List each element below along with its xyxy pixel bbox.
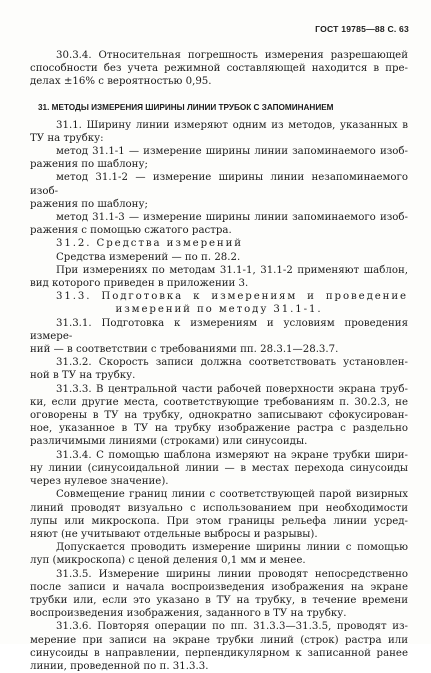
text-line: 31.1. Ширину линии измеряют одним из методов, указанных в <box>56 119 408 131</box>
text-line: делах ±16% с вероятностью 0,95. <box>30 76 212 88</box>
text-line: ражения по шаблону; <box>30 159 148 171</box>
text-line: лупы или микроскопа. При этом границы рельефа линии усред- <box>30 515 408 527</box>
text-line: ки, если другие места, соответствующие требованиям п. 30.2.3, не <box>30 396 408 408</box>
text-line: ное, указанное в ТУ на трубку изображение растра с раздельно <box>30 423 408 435</box>
running-header: ГОСТ 19785—88 С. 63 <box>315 24 409 34</box>
text-line: способности без учета режимной составляющей находится в пре- <box>30 63 408 75</box>
text-line: линии, проведенной по п. 31.3.3. <box>30 660 209 672</box>
text-line: трубки или, если это указано в ТУ на трубку, в течение времени <box>30 594 408 606</box>
subsection-title: 31.2. Средства измерений <box>56 238 243 250</box>
text-line: линий проводят визуально с использованием при необходимости <box>30 502 408 514</box>
text-line: ний — в соответствии с требованиями пп. 28.3.1—28.3.7. <box>30 344 339 356</box>
text-line: вид которого приведен в приложении 3. <box>30 278 249 290</box>
text-line: Средства измерений — по п. 28.2. <box>56 251 241 263</box>
text-line: луп (микроскопа) с ценой деления 0,1 мм и менее. <box>30 555 306 567</box>
text-line: воспроизведения изображения, заданного в ТУ на трубку. <box>30 608 347 620</box>
text-line: оговорены в ТУ на трубку, однократно записывают сфокусирован- <box>30 410 408 422</box>
text-line: ТУ на трубку: <box>30 132 104 144</box>
text-line: через нулевое значение). <box>30 476 169 488</box>
document-body <box>30 49 408 673</box>
text-line: ражения с помощью сжатого растра. <box>30 225 232 237</box>
text-line: метод 31.1-2 — измерение ширины линии незапоминаемого изоб- <box>30 172 408 197</box>
text-line: Допускается проводить измерение ширины линии с помощью <box>56 542 408 554</box>
text-line: ну линии (синусоидальной линии — в местах перехода синусоиды <box>30 462 408 474</box>
text-line: 30.3.4. Относительная погрешность измерения разрешающей <box>56 50 408 61</box>
text-line: 31.3.5. Измерение ширины линии проводят непосредственно <box>56 568 408 580</box>
text-line: няют (не учитывают отдельные выбросы и разрывы). <box>30 528 318 540</box>
text-line: мерение при записи на экране трубки линий (строк) растра или <box>30 634 408 646</box>
text-line: При измерениях по методам 31.1-1, 31.1-2 применяют шаблон, <box>56 264 408 276</box>
text-line: ной в ТУ на трубку. <box>30 370 136 382</box>
subsection-title: 31.3. Подготовка к измерениям и проведение <box>56 291 408 303</box>
section-heading: 31. МЕТОДЫ ИЗМЕРЕНИЯ ШИРИНЫ ЛИНИИ ТРУБОК С ЗАПОМИНАНИЕМ <box>38 102 334 112</box>
subsection-title: измерений по методу 31.1-1. <box>115 304 323 316</box>
text-line: различимыми линиями (строками) или синусоиды. <box>30 436 308 448</box>
text-line: метод 31.1-1 — измерение ширины линии запоминаемого изоб- <box>56 146 408 158</box>
text-line: ражения по шаблону; <box>30 198 148 210</box>
text-line: Совмещение границ линии с соответствующей парой визирных <box>56 489 408 501</box>
text-line: 31.3.3. В центральной части рабочей поверхности экрана труб- <box>56 383 408 395</box>
text-line: после записи и начала воспроизведения изображения на экране <box>30 581 408 593</box>
text-line: 31.3.2. Скорость записи должна соответствовать установлен- <box>56 357 408 369</box>
text-line: 31.3.6. Повторяя операции по пп. 31.3.3—31.3.5, проводят из- <box>56 621 408 633</box>
text-line: метод 31.1-3 — измерение ширины линии запоминаемого изоб- <box>56 212 408 224</box>
text-line: 31.3.4. С помощью шаблона измеряют на экране трубки шири- <box>56 449 408 461</box>
text-line: 31.3.1. Подготовка к измерениям и условиям проведения измере- <box>30 317 408 342</box>
text-line: синусоиды в направлении, перпендикулярном к записанной ранее <box>30 647 408 659</box>
